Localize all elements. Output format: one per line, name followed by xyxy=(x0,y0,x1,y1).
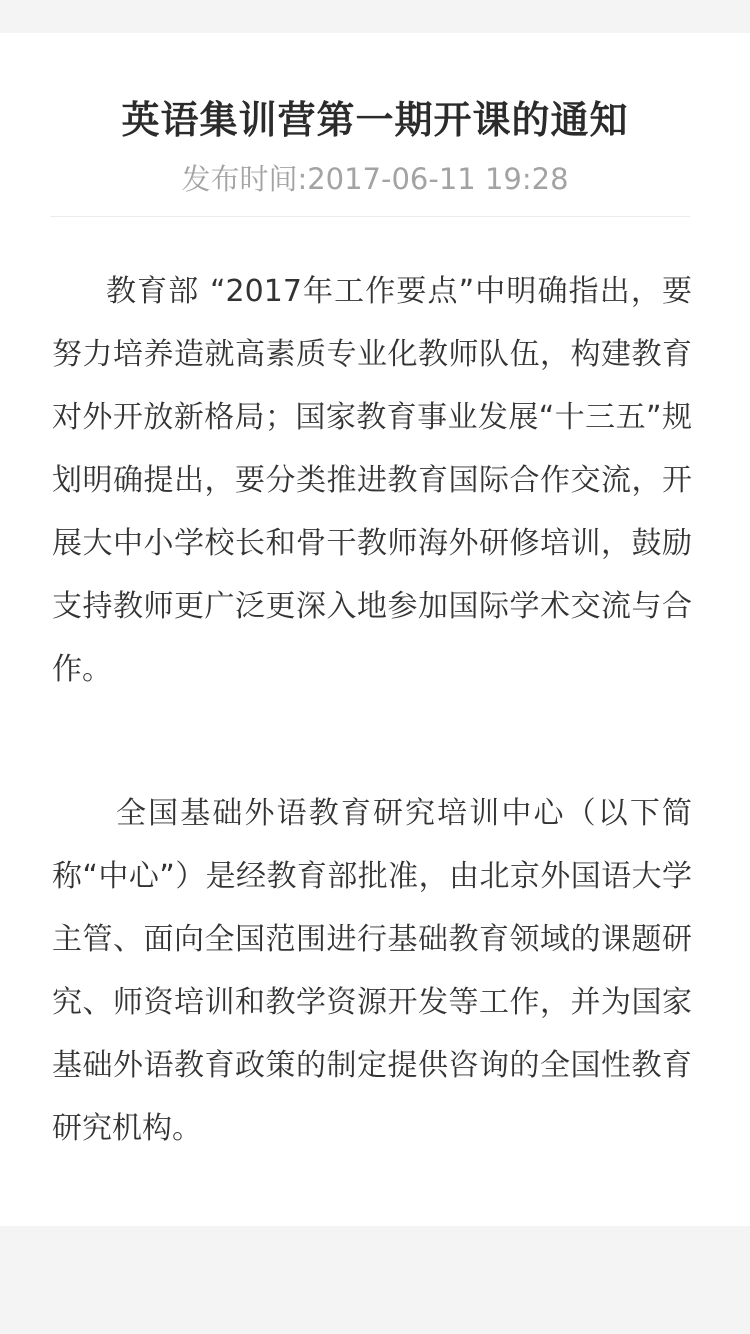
article-title: 英语集训营第一期开课的通知 xyxy=(121,98,629,142)
article-card xyxy=(0,33,750,1226)
article-paragraph-1: 教育部 “2017年工作要点”中明确指出，要努力培养造就高素质专业化教师队伍，构建教育对外开放新格局；国家教育事业发展“十三五”规划明确提出，要分类推进教育国际合作交流，开展大中小学校长和骨干教师海外研修培训，鼓励支持教师更广泛更深入地参加国际学术交流与合作。 xyxy=(52,274,692,687)
article-paragraph-2: 全国基础外语教育研究培训中心（以下简称“中心”）是经教育部批准，由北京外国语大学主管、面向全国范围进行基础教育领域的课题研究、师资培训和教学资源开发等工作，并为国家基础外语教育政策的制定提供咨询的全国性教育研究机构。 xyxy=(52,796,692,1146)
title-divider xyxy=(50,216,690,217)
top-strip xyxy=(0,0,750,33)
footer-area xyxy=(0,1226,750,1334)
publish-time: 发布时间:2017-06-11 19:28 xyxy=(181,162,569,196)
